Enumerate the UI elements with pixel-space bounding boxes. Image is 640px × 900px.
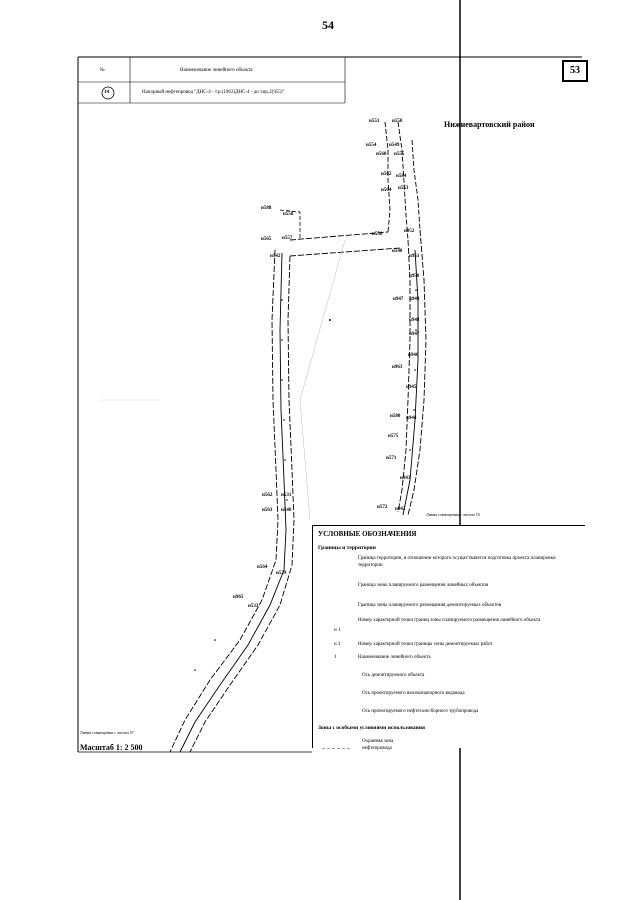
legend-item-territory: Граница территории, в отношении которого осуществляется подготовка проекта планировки территории (358, 556, 556, 568)
legend-item-water-main-axis: Ось проектируемого высоконапорного водовода (362, 691, 465, 696)
corridor-connector (290, 232, 403, 256)
point-label: н951 (409, 254, 420, 259)
legend-title: УСЛОВНЫЕ ОБОЗНАЧЕНИЯ (318, 530, 417, 538)
point-label: н564 (257, 565, 268, 570)
legend-marker-demolition-point: н 3 (334, 642, 341, 647)
point-label: н947 (409, 332, 420, 337)
header-col-name: Наименование линейного объекта (180, 68, 253, 73)
point-label: н555 (394, 152, 405, 157)
point-label: н531 (281, 493, 292, 498)
legend-item-object-name: Наименование линейного объекта (358, 655, 431, 660)
sheet-number-tag: 53 (562, 60, 588, 82)
point-label: н947 (393, 297, 404, 302)
point-label: н551 (369, 119, 380, 124)
point-label: н560 (376, 152, 387, 157)
point-label: н945 (406, 385, 417, 390)
corridor-upper (385, 122, 420, 240)
point-label: н562 (381, 172, 392, 177)
point-label: н539 (276, 571, 287, 576)
legend-item-oil-pipeline-axis: Ось проектируемого нефтегазосборного трубопровода (362, 709, 479, 714)
point-label: н564 (381, 188, 392, 193)
continuation-note-bottom: Линия совмещения с листом 57 (80, 730, 134, 735)
legend-item-linear-zone: Граница зоны планируемого размещения линейных объектов (358, 583, 489, 588)
point-label: н548 (392, 249, 403, 254)
point-label: н950 (409, 274, 420, 279)
point-label: н575 (388, 434, 399, 439)
point-label: н588 (261, 206, 272, 211)
point-label: н948 (409, 318, 420, 323)
point-label: н562 (262, 493, 273, 498)
point-label: н553 (398, 186, 409, 191)
legend-section-boundaries: Границы и территории (318, 545, 376, 551)
legend-marker-point: н 1 (334, 628, 341, 633)
point-label: н572 (377, 505, 388, 510)
point-label: н565 (261, 237, 272, 242)
legend-item-demolition-zone: Граница зоны планируемого размещения демонтируемых объектов (358, 603, 502, 608)
point-label: н533 (248, 604, 259, 609)
point-label: н946 (408, 353, 419, 358)
legend-item-point-number: Номер характерной точки границ зоны планируемого размещения линейного объекта (358, 618, 541, 623)
legend-item-demolition-point: Номер характерной точки границы зоны демонтируемых работ (358, 642, 493, 647)
point-label: н963 (392, 365, 403, 370)
point-label: н943 (400, 476, 411, 481)
point-label: н542 (270, 254, 281, 259)
point-label: н554 (366, 143, 377, 148)
point-label: н949 (409, 297, 420, 302)
point-label: н580 (390, 414, 401, 419)
point-label: н944 (406, 416, 417, 421)
point-label: н550 (392, 119, 403, 124)
point-label: н571 (386, 456, 397, 461)
header-col-number: № (100, 68, 105, 73)
point-label: н563 (262, 508, 273, 513)
corridor-right (398, 230, 426, 515)
point-label: н942 (395, 507, 406, 512)
continuation-note-top: Линия совмещения с листом 53 (426, 512, 480, 517)
legend-section-zones: Зоны с особыми условиями использования (318, 725, 425, 731)
header-row-number: 14 (104, 90, 109, 95)
point-label: н952 (404, 229, 415, 234)
legend-item-protection-zone: Охранная зона нефтепровода (362, 739, 394, 751)
page-number: 54 (322, 18, 334, 32)
legend-marker-object-number: 1 (334, 655, 337, 660)
point-label: н556 (372, 232, 383, 237)
legend-item-demolition-axis: Ось демонтируемого объекта (362, 673, 425, 678)
map-scale: Масштаб 1: 2 500 (80, 743, 143, 752)
corridor-left (170, 250, 294, 752)
header-row-name: Напорный нефтепровод "ДНС-4 - т.р.(1963)ДНС-4 - до т.вр.2(955)" (142, 90, 285, 95)
point-label: н965 (233, 595, 244, 600)
district-label: Нижневартовский район (444, 120, 535, 129)
point-label: н558 (283, 212, 294, 217)
point-label: н549 (389, 143, 400, 148)
point-label: н584 (396, 174, 407, 179)
point-label: н557 (282, 236, 293, 241)
point-label: н540 (281, 508, 292, 513)
